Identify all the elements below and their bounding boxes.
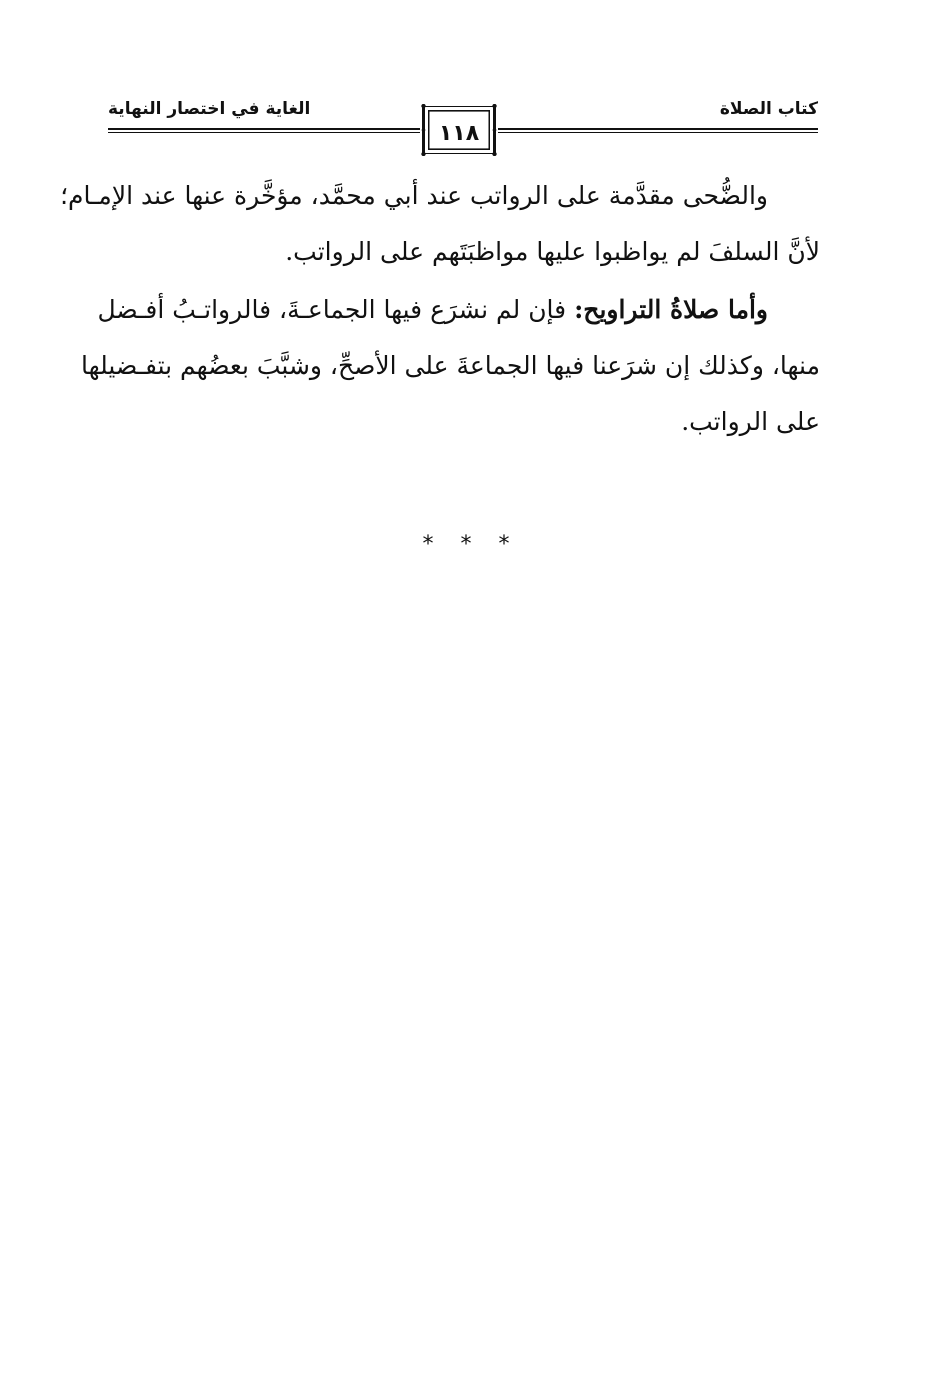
page-number: ١١٨	[438, 121, 480, 146]
header-rule-right	[498, 128, 818, 130]
running-head-chapter-title: كتاب الصلاة	[719, 99, 818, 119]
running-head-book-title: الغاية في اختصار النهاية	[108, 99, 311, 119]
paragraph-heading: وأما صلاةُ التراويح:	[574, 295, 768, 324]
paragraph-line	[97, 282, 820, 338]
paragraph-line-text: فإن لم نشرَع فيها الجماعـةَ، فالرواتـبُ أفـضل	[97, 295, 567, 324]
section-separator: * * *	[422, 532, 520, 557]
paragraph-tarawih	[80, 282, 820, 450]
header-rule-left	[108, 128, 420, 130]
page-number-frame	[420, 104, 498, 156]
paragraph-line: منها، وكذلك إن شرَعنا فيها الجماعةَ على الأصحِّ، وشبَّبَ بعضُهم بتفـضيلها	[80, 351, 820, 380]
paragraph-line: والضُّحى مقدَّمة على الرواتب عند أبي محمَّد، مؤخَّرة عنها عند الإمـام؛	[60, 181, 768, 210]
paragraph-duha	[60, 168, 820, 280]
paragraph-line: على الرواتب.	[681, 407, 820, 436]
paragraph-line: لأنَّ السلفَ لم يواظبوا عليها مواظبَتَهم على الرواتب.	[285, 237, 820, 266]
